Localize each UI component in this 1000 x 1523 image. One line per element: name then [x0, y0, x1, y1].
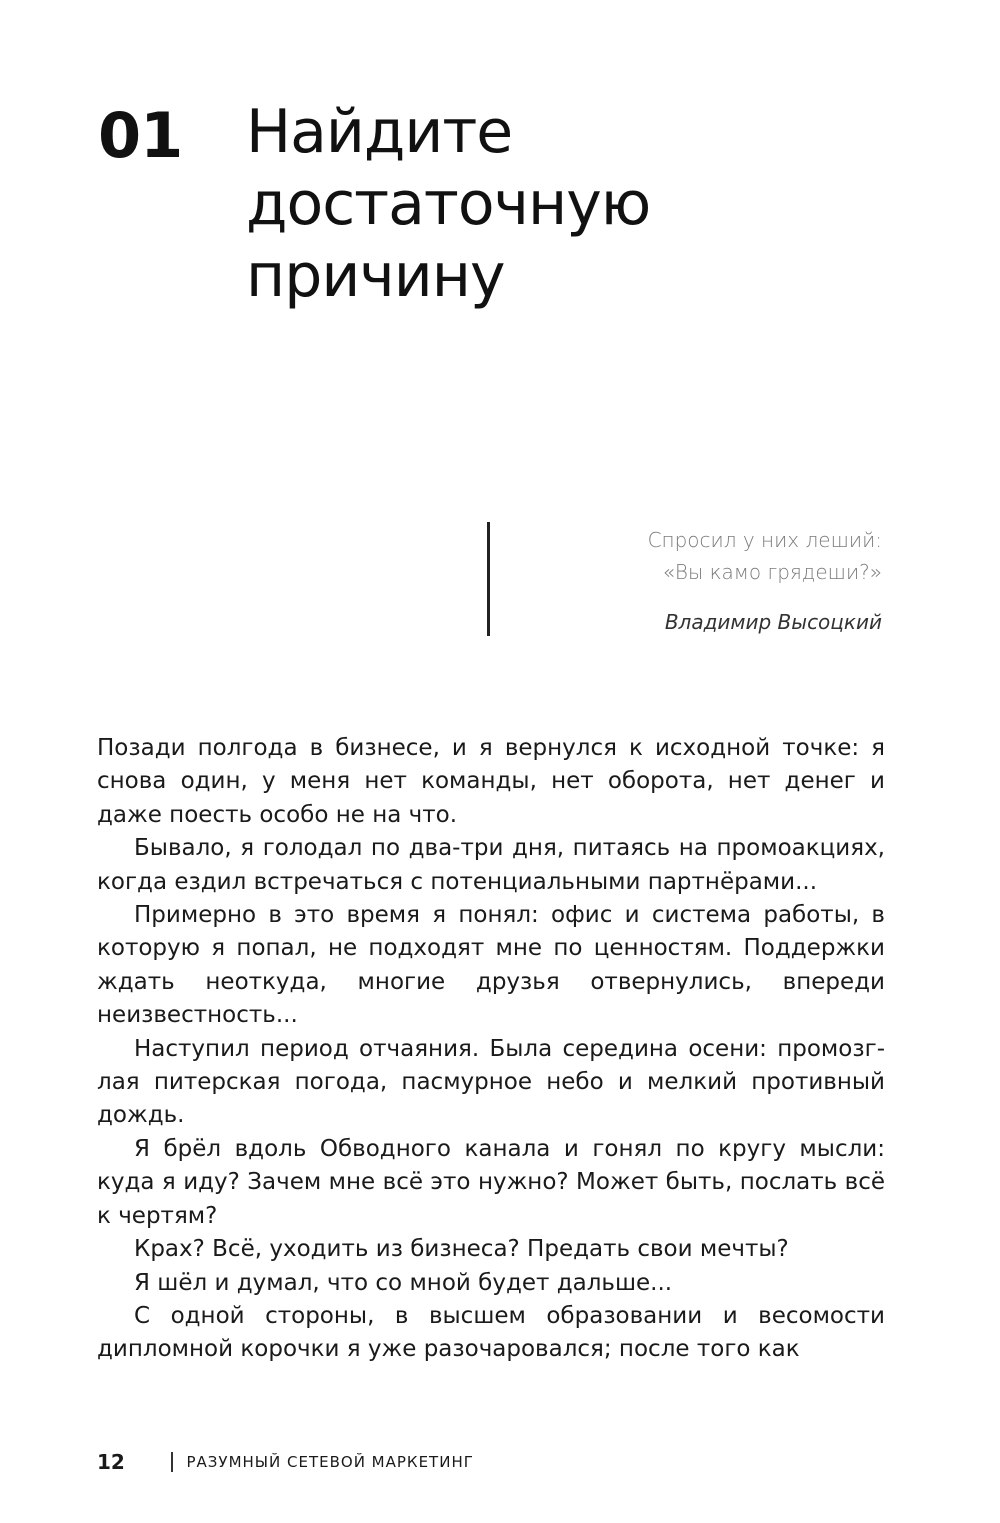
- chapter-number: 01: [98, 99, 183, 172]
- running-title: РАЗУМНЫЙ СЕТЕВОЙ МАРКЕТИНГ: [186, 1453, 474, 1471]
- paragraph: Бывало, я голодал по два-три дня, питаясь на промоакциях, когда ездил встречаться с потенциальными партнёрами...: [97, 835, 885, 895]
- body-text: [97, 732, 885, 1367]
- paragraph: Примерно в это время я понял: офис и система работы, в которую я попал, не подходят мне по ценностям. Поддержки ждать неоткуда, многие друзья отвернулись, впереди неизвестность...: [97, 902, 885, 1029]
- epigraph-rule: [487, 522, 490, 636]
- footer-divider: [171, 1452, 173, 1472]
- chapter-title: [246, 96, 946, 312]
- epigraph-line: «Вы камо грядеши?»: [662, 560, 882, 584]
- paragraph: Позади полгода в бизнесе, и я вернулся к исходной точке: я снова один, у меня нет команды, нет оборота, нет денег и даже поесть особо не на что.: [97, 735, 885, 828]
- chapter-title-line: причину: [246, 241, 505, 311]
- epigraph-line: Спросил у них леший:: [647, 528, 882, 552]
- epigraph-author: Владимир Высоцкий: [664, 610, 882, 634]
- paragraph: Я шёл и думал, что со мной будет дальше...: [134, 1269, 673, 1296]
- page-number: 12: [97, 1450, 125, 1474]
- paragraph: Крах? Всё, уходить из бизнеса? Предать свои мечты?: [134, 1236, 789, 1263]
- epigraph: [522, 524, 882, 636]
- paragraph: Наступил период отчаяния. Была середина осени: промозглая питерская погода, пасмурное небо и мелкий противный дождь.: [97, 1035, 885, 1129]
- page-footer: [97, 1448, 474, 1476]
- chapter-title-line: Найдите: [246, 97, 513, 167]
- paragraph: Я брёл вдоль Обводного канала и гонял по кругу мысли: куда я иду? Зачем мне всё это нужно? Может быть, послать всё к чертям?: [97, 1135, 885, 1229]
- chapter-title-line: достаточную: [246, 169, 651, 239]
- paragraph: С одной стороны, в высшем образовании и весомости дипломной корочки я уже разочаровался; после того как: [97, 1302, 885, 1363]
